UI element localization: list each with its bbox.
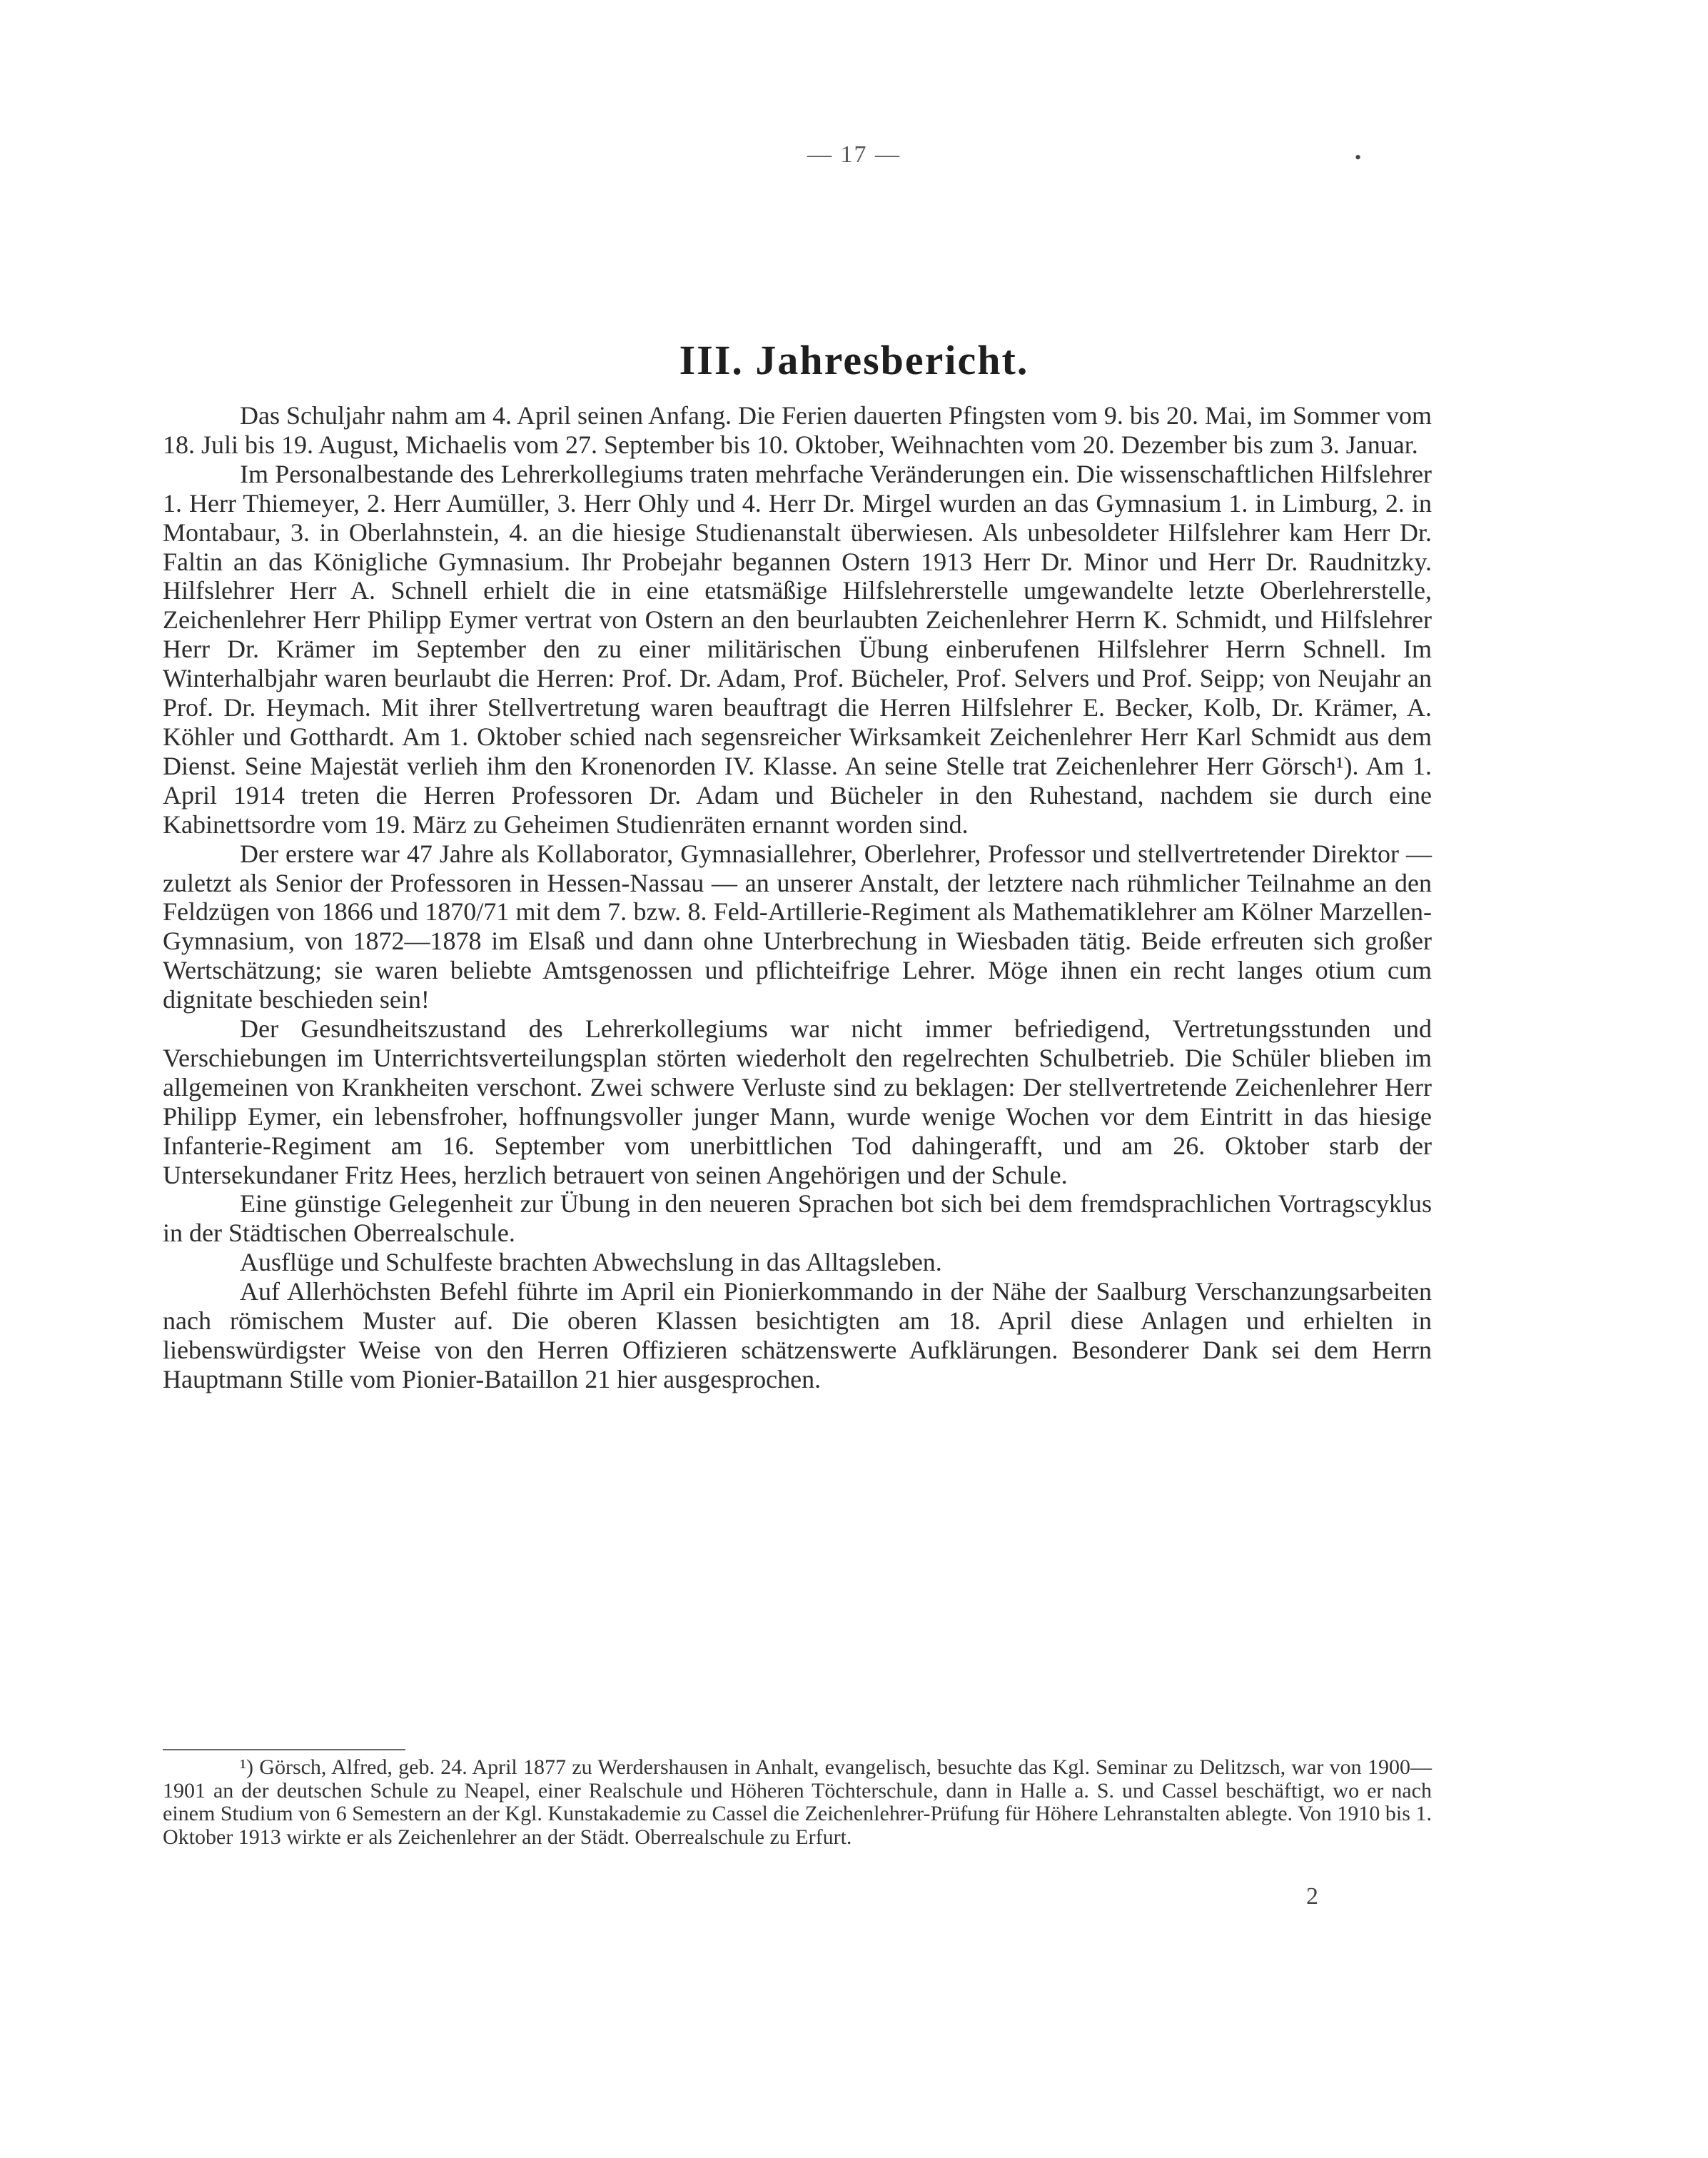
paragraph-retirements: Der erstere war 47 Jahre als Kollaborator, Gymnasiallehrer, Oberlehrer, Professor und stellvertretender Direktor — zuletzt als Senior der Professoren in Hessen-Nassau — an unserer Anstalt, der letztere nach rühmlicher Teilnahme an den Feldzügen von 1866 und 1870/71 mit dem 7. bzw. 8. Feld-Artillerie-Regiment als Mathematiklehrer am Kölner Marzellen-Gymnasium, von 1872—1878 im Elsaß und dann ohne Unterbrechung in Wiesbaden tätig. Beide erfreuten sich großer Wertschätzung; sie waren beliebte Amtsgenossen und pflichteifrige Lehrer. Möge ihnen ein recht langes otium cum dignitate beschieden sein!: [163, 839, 1432, 1014]
paragraph-staff-changes: Im Personalbestande des Lehrerkollegiums traten mehrfache Veränderungen ein. Die wissenschaftlichen Hilfslehrer 1. Herr Thiemeyer, 2. Herr Aumüller, 3. Herr Ohly und 4. Herr Dr. Mirgel wurden an das Gymnasium 1. in Limburg, 2. in Montabaur, 3. in Oberlahnstein, 4. an die hiesige Studienanstalt überwiesen. Als unbesoldeter Hilfslehrer kam Herr Dr. Faltin an das Königliche Gymnasium. Ihr Probejahr begannen Ostern 1913 Herr Dr. Minor und Herr Dr. Raudnitzky. Hilfslehrer Herr A. Schnell erhielt die in eine etatsmäßige Hilfslehrerstelle umgewandelte letzte Oberlehrerstelle, Zeichenlehrer Herr Philipp Eymer vertrat von Ostern an den beurlaubten Zeichenlehrer Herrn K. Schmidt, und Hilfslehrer Herr Dr. Krämer im September den zu einer militärischen Übung einberufenen Hilfslehrer Herrn Schnell. Im Winterhalbjahr waren beurlaubt die Herren: Prof. Dr. Adam, Prof. Bücheler, Prof. Selvers und Prof. Seipp; von Neujahr an Prof. Dr. Heymach. Mit ihrer Stellvertretung waren beauftragt die Herren Hilfslehrer E. Becker, Kolb, Dr. Krämer, A. Köhler und Gotthardt. Am 1. Oktober schied nach segensreicher Wirksamkeit Zeichenlehrer Herr Karl Schmidt aus dem Dienst. Seine Majestät verlieh ihm den Kronenorden IV. Klasse. An seine Stelle trat Zeichenlehrer Herr Görsch¹). Am 1. April 1914 treten die Herren Professoren Dr. Adam und Bücheler in den Ruhestand, nachdem sie durch eine Kabinettsordre vom 19. März zu Geheimen Studienräten ernannt worden sind.: [163, 459, 1432, 839]
report-body: [163, 401, 1432, 1394]
paragraph-languages: Eine günstige Gelegenheit zur Übung in den neueren Sprachen bot sich bei dem fremdsprachlichen Vortragscyklus in der Städtischen Oberrealschule.: [163, 1189, 1432, 1248]
paragraph-pioneers: Auf Allerhöchsten Befehl führte im April ein Pionierkommando in der Nähe der Saalburg Verschanzungsarbeiten nach römischem Muster auf. Die oberen Klassen besichtigten am 18. April diese Anlagen und erhielten in liebenswürdigster Weise von den Herren Offizieren schätzenswerte Aufklärungen. Besonderer Dank sei dem Herrn Hauptmann Stille vom Pionier-Bataillon 21 hier ausgesprochen.: [163, 1277, 1432, 1393]
margin-speck: •: [1355, 147, 1362, 168]
signature-mark: 2: [1306, 1883, 1318, 1910]
footnote-text: ¹) Görsch, Alfred, geb. 24. April 1877 zu Werdershausen in Anhalt, evangelisch, besuchte das Kgl. Seminar zu Delitzsch, war von 1900—1901 an der deutschen Schule zu Neapel, einer Realschule und Höheren Töchterschule, dann in Halle a. S. und Cassel beschäftigt, wo er nach einem Studium von 6 Semestern an der Kgl. Kunstakademie zu Cassel die Zeichenlehrer-Prüfung für Höhere Lehranstalten ablegte. Von 1910 bis 1. Oktober 1913 wirkte er als Zeichenlehrer an der Städt. Oberrealschule zu Erfurt.: [163, 1755, 1432, 1849]
paragraph-health: Der Gesundheitszustand des Lehrerkollegiums war nicht immer befriedigend, Vertretungsstunden und Verschiebungen im Unterrichtsverteilungsplan störten wiederholt den regelrechten Schulbetrieb. Die Schüler blieben im allgemeinen von Krankheiten verschont. Zwei schwere Verluste sind zu beklagen: Der stellvertretende Zeichenlehrer Herr Philipp Eymer, ein lebensfroher, hoffnungsvoller junger Mann, wurde wenige Wochen vor dem Eintritt in das hiesige Infanterie-Regiment am 16. September vom unerbittlichen Tod dahingerafft, und am 26. Oktober starb der Untersekundaner Fritz Hees, herzlich betrauert von seinen Angehörigen und der Schule.: [163, 1014, 1432, 1189]
paragraph-excursions: Ausflüge und Schulfeste brachten Abwechslung in das Alltagsleben.: [240, 1248, 942, 1277]
page-number: — 17 —: [807, 141, 901, 168]
footnote: [163, 1756, 1432, 1849]
section-title: III. Jahresbericht.: [679, 336, 1029, 383]
paragraph-school-year: Das Schuljahr nahm am 4. April seinen Anfang. Die Ferien dauerten Pfingsten vom 9. bis 20. Mai, im Sommer vom 18. Juli bis 19. August, Michaelis vom 27. September bis 10. Oktober, Weihnachten vom 20. Dezember bis zum 3. Januar.: [163, 401, 1432, 459]
footnote-divider: [163, 1749, 405, 1750]
